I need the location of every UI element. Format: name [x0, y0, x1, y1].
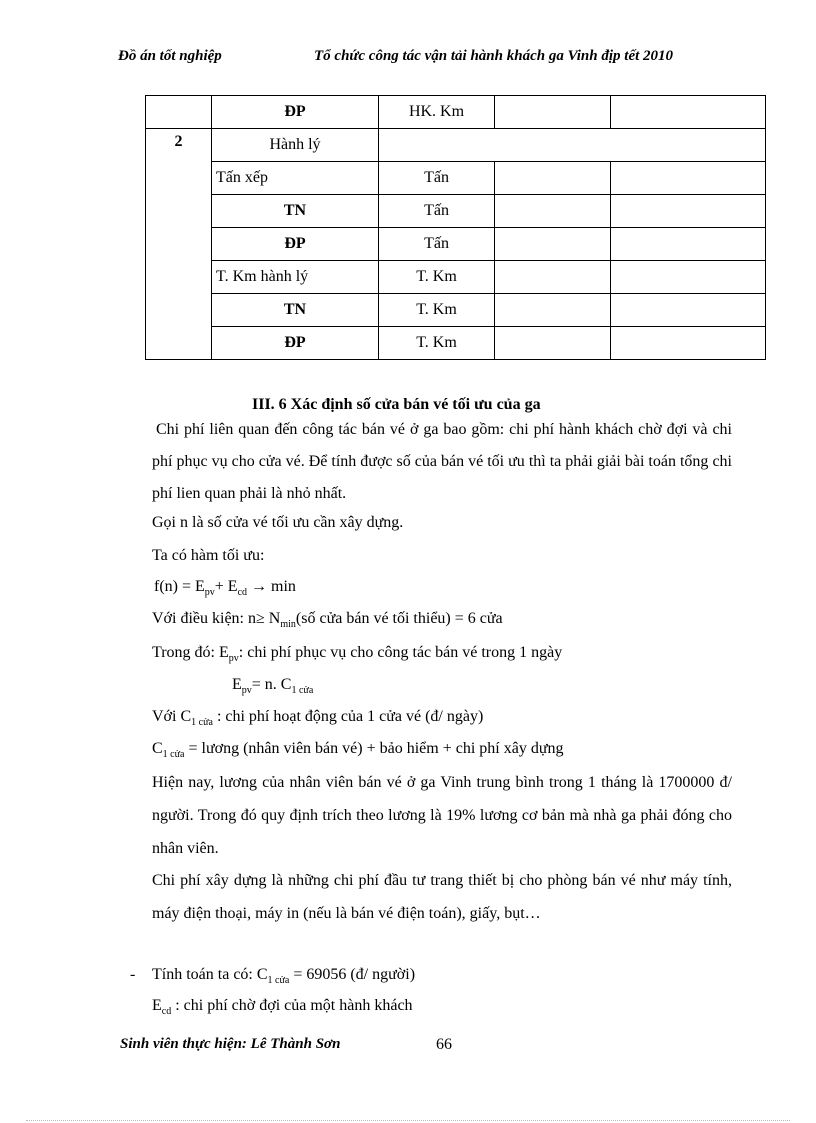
row-label: TN: [212, 294, 379, 327]
row-label: T. Km hành lý: [212, 261, 379, 294]
footer-author: Sinh viên thực hiện: Lê Thành Sơn: [120, 1036, 341, 1052]
row-label: TN: [212, 195, 379, 228]
row-unit: Tấn: [379, 162, 495, 195]
section-title: III. 6 Xác định số cửa bán vé tối ưu của ga: [252, 396, 541, 413]
page-border: [26, 1120, 790, 1121]
group-title: Hành lý: [212, 129, 379, 162]
table-row: [146, 129, 766, 162]
luggage-table: [145, 95, 766, 360]
bullet-line: Tính toán ta có: $C_{1 cửa} = 69056$ (đ/ người): [152, 966, 416, 987]
epv-formula: $E_{pv}= n$. $C_{1 cửa}$: [232, 676, 314, 697]
row-index: 2: [146, 129, 212, 360]
table-row: [146, 96, 766, 129]
header-doc-type: Đồ án tốt nghiệp: [118, 48, 222, 64]
condition-line: Với điều kiện: $n\ge N_{min}(số$ cửa bán vé tối thiểu) = 6 cửa: [152, 610, 503, 631]
table-row: [146, 195, 766, 228]
table-row: [146, 228, 766, 261]
row-unit: Tấn: [379, 195, 495, 228]
paragraph-salary: Hiện nay, lương của nhân viên bán vé ở ga Vinh trung bình trong 1 tháng là 1700000 đ/ người. Trong đó quy định trích theo lương là 19% lương cơ bản mà nhà ga phải đóng cho nhân viên.: [152, 774, 732, 857]
row-unit: T. Km: [379, 327, 495, 360]
definition-line: Trong đó: $E_{pv}$: chi phí phục vụ cho công tác bán vé trong 1 ngày: [152, 644, 563, 665]
ecd-line: $E_{cd}$ : chi phí chờ đợi của một hành khách: [152, 997, 413, 1018]
c1-formula: $C_{1 cửa}$ = lương (nhân viên bán vé) + bảo hiểm + chi phí xây dựng: [152, 740, 564, 761]
row-label: ĐP: [212, 228, 379, 261]
definition-line: Với $C_{1 cửa}$ : chi phí hoạt động của 1 cửa vé (đ/ ngày): [152, 708, 484, 729]
page-header: [118, 48, 758, 72]
table-row: [146, 327, 766, 360]
row-unit: Tấn: [379, 228, 495, 261]
header-doc-title: Tổ chức công tác vận tải hành khách ga Vinh địp tết 2010: [314, 48, 674, 64]
row-unit: T. Km: [379, 294, 495, 327]
table-row: [146, 162, 766, 195]
row-label: ĐP: [212, 96, 379, 129]
row-unit: HK. Km: [379, 96, 495, 129]
text-line: Gọi n là số cửa vé tối ưu cần xây dựng.: [152, 514, 404, 531]
table-row: [146, 261, 766, 294]
bullet-dash: -: [130, 966, 136, 983]
objective-formula: $f(n) = E_{pv}+ E_{cd} \to \min$: [154, 578, 296, 599]
paragraph-intro: Chi phí liên quan đến công tác bán vé ở ga bao gồm: chi phí hành khách chờ đợi và chi phí phục vụ cho cửa vé. Để tính được số của bán vé tối ưu thì ta phải giải bài toán tổng chi phí lien quan phải là nhỏ nhất.: [152, 421, 732, 502]
row-unit: T. Km: [379, 261, 495, 294]
table-row: [146, 294, 766, 327]
page-number: 66: [436, 1036, 452, 1053]
text-line: Ta có hàm tối ưu:: [152, 547, 265, 564]
row-label: ĐP: [212, 327, 379, 360]
row-label: Tấn xếp: [212, 162, 379, 195]
paragraph-construction: Chi phí xây dựng là những chi phí đầu tư trang thiết bị cho phòng bán vé như máy tính, máy điện thoại, máy in (nếu là bán vé điện toán), giấy, bụt…: [152, 872, 732, 922]
